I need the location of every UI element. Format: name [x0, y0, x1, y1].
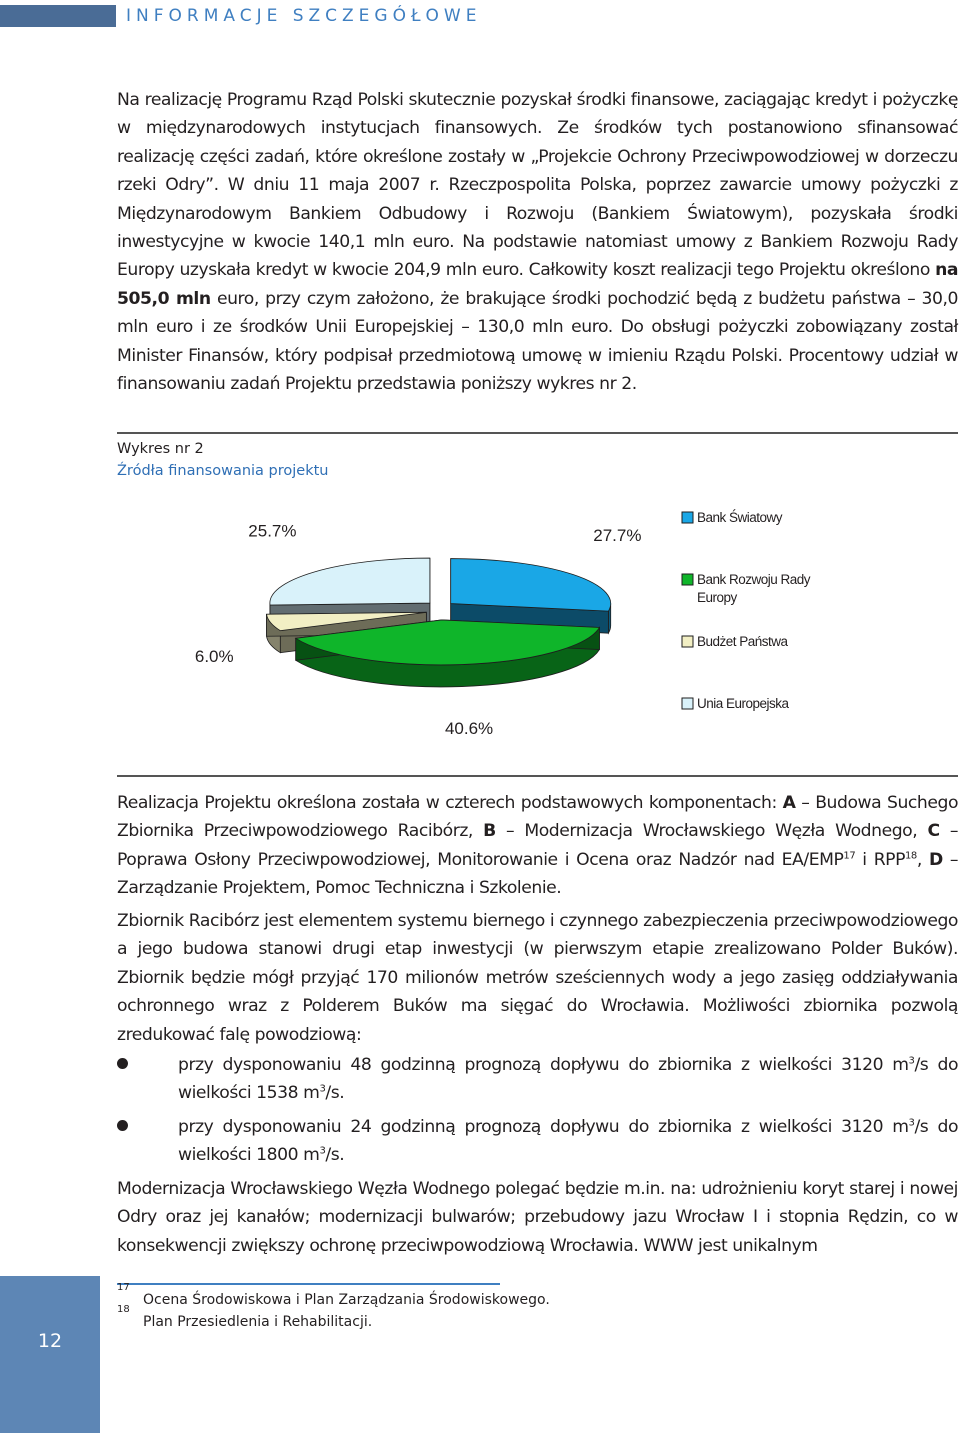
pie-value-label: 27.7%: [593, 526, 642, 546]
legend-swatch: [682, 636, 693, 647]
paragraph-text: ,: [916, 849, 929, 870]
component-letter: C: [927, 821, 940, 842]
footnote-text: Ocena Środowiskowa i Plan Zarządzania Środowiskowego.: [143, 1292, 550, 1308]
figure-bottom-rule: [117, 775, 958, 777]
pie-value-label: 6.0%: [194, 646, 234, 666]
pie-value-label: 25.7%: [248, 521, 297, 541]
list-item-text: /s do wielkości 1538 m: [178, 1055, 959, 1104]
list-item-text: /s do wielkości 1800 m: [178, 1116, 959, 1166]
list-item-text: przy dysponowaniu 24 godzinną prognozą dopływu do zbiornika z wielkości 3120 m: [178, 1116, 909, 1137]
component-letter: A: [782, 793, 796, 813]
list-item-text: /s.: [325, 1083, 345, 1104]
paragraph-text: Realizacja Projektu określona została w czterech podstawowych komponentach:: [117, 793, 783, 813]
paragraph-text: euro, przy czym założono, że brakujące środki pochodzić będą z budżetu państwa – 30,0 mln euro i ze środków Unii Europejskiej – 130,0 mln euro. Do obsługi pożyczki zobowiązany został Minister Finansów, który podpisał przedmiotową umowę w imieniu Rządu Polski. Procentowy udział w finansowaniu zadań Projektu przedstawia poniższy wykres nr 2.: [117, 288, 958, 395]
page-number-box: [0, 1276, 100, 1433]
legend-label: Budżet Państwa: [697, 634, 788, 649]
bullet-icon: [117, 1058, 128, 1069]
reduction-list: [117, 1051, 958, 1175]
list-item-text: przy dysponowaniu 48 godzinną prognozą dopływu do zbiornika z wielkości 3120 m: [178, 1055, 909, 1075]
paragraph-text: i RPP: [855, 849, 906, 870]
bullet-icon: [117, 1120, 128, 1131]
list-item: [117, 1113, 958, 1170]
component-letter: B: [483, 821, 496, 842]
legend-label: Bank Rozwoju Rady: [697, 572, 811, 587]
pie-chart: [0, 495, 960, 735]
footnote-ref: 17: [843, 850, 856, 862]
superscript: 3: [908, 1117, 915, 1129]
paragraph-text: – Modernizacja Wrocławskiego Węzła Wodnego,: [495, 821, 928, 842]
legend-item: [682, 696, 790, 711]
paragraph-components: [117, 789, 958, 903]
footnote-ref: 18: [905, 850, 917, 862]
legend-swatch: [682, 512, 693, 523]
paragraph-wroclaw: Modernizacja Wrocławskiego Węzła Wodnego polegać będzie m.in. na: udrożnieniu koryt starej i nowej Odry oraz jej kanałów; modernizacji bulwarów; przebudowy jazu Wrocław I i stopnia Rędzin, co w konsekwencji zwiększy ochronę przeciwpowodziową Wrocławia. WWW jest unikalnym: [117, 1179, 958, 1256]
legend-item: [682, 510, 783, 525]
component-letter: D: [928, 849, 943, 870]
header-bar: [0, 5, 116, 27]
paragraph-raciborz: Zbiornik Racibórz jest elementem systemu biernego i czynnego zabezpieczenia przeciwpowodziowego a jego budowa stanowi drugi etap inwestycji (w pierwszym etapie zrealizowano Polder Buków). Zbiornik będzie mógł przyjąć 170 milionów metrów sześciennych wody a jego zasięg oddziaływania ochronnego wraz z Polderem Buków ma sięgać do Wrocławia. Możliwości zbiornika pozwolą zredukować falę powodziową:: [117, 911, 958, 1045]
superscript: 3: [908, 1055, 915, 1067]
figure-subtitle: Źródła finansowania projektu: [117, 463, 329, 479]
pie-value-label: 40.6%: [444, 718, 494, 735]
legend-item: [682, 572, 811, 605]
list-item: [117, 1051, 958, 1108]
paragraph-text: Na realizację Programu Rząd Polski skutecznie pozyskał środki finansowe, zaciągając kredyt i pożyczkę w międzynarodowych instytucjach finansowych. Ze środków tych postanowiono sfinansować realizację części zadań, które określone zostały w „Projekcie Ochrony Przeciwpowodziowej w dorzeczu rzeki Odry”. W dniu 11 maja 2007 r. Rzeczpospolita Polska, poprzez zawarcie umowy pożyczki z Międzynarodowym Bankiem Odbudowy i Rozwoju (Bankiem Światowym), pozyskała środki inwestycyjne w kwocie 140,1 mln euro. Na podstawie natomiast umowy z Bankiem Rozwoju Rady Europy uzyskała kredyt w kwocie 204,9 mln euro. Całkowity koszt realizacji tego Projektu określono: [117, 90, 958, 281]
list-item-text: /s.: [325, 1145, 345, 1166]
legend-label: Europy: [697, 590, 737, 605]
figure-label: Wykres nr 2: [117, 441, 204, 457]
legend-item: [682, 634, 789, 649]
paragraph-text: – Poprawa Osłony Przeciwpowodziowej, Monitorowanie i Ocena oraz Nadzór nad EA/EMP: [117, 821, 958, 870]
footnote-rule: [117, 1283, 500, 1285]
figure-top-rule: [117, 432, 958, 434]
superscript: 3: [319, 1083, 326, 1095]
bold-amount: na 505,0 mln: [117, 260, 958, 309]
legend-swatch: [682, 574, 693, 585]
page-number: 12: [37, 1330, 63, 1352]
superscript: 3: [319, 1145, 326, 1157]
paragraph-financing: [117, 86, 958, 398]
section-title: INFORMACJE SZCZEGÓŁOWE: [126, 6, 482, 26]
footnote-text: Plan Przesiedlenia i Rehabilitacji.: [143, 1314, 373, 1330]
paragraph-text: – Budowa Suchego Zbiornika Przeciwpowodziowego Racibórz,: [117, 793, 959, 842]
legend-label: Bank Światowy: [697, 510, 783, 525]
paragraph-text: – Zarządzanie Projektem, Pomoc Techniczna i Szkolenie.: [117, 849, 958, 899]
legend-label: Unia Europejska: [697, 696, 789, 711]
legend-swatch: [682, 698, 693, 709]
